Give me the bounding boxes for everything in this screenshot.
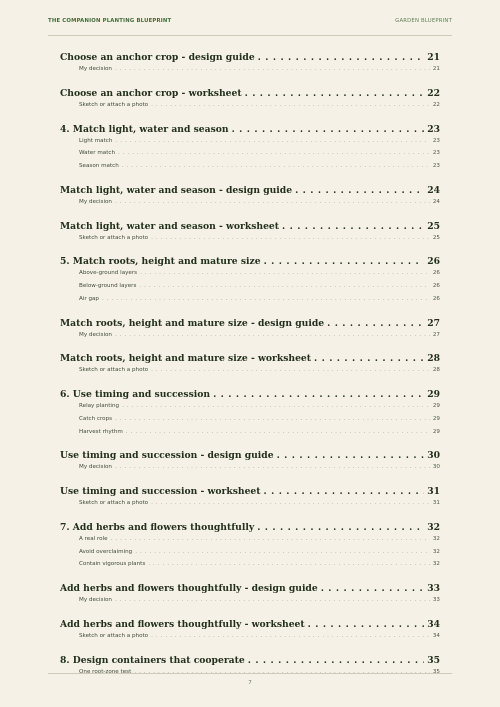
toc-subentry-title: Sketch or attach a photo [79,101,149,108]
toc-entry-page: 29 [427,389,440,400]
toc-section [60,124,440,176]
dot-leader [264,256,425,267]
dot-leader [264,486,425,497]
toc-subentry-title: My decision [79,464,112,471]
dot-leader [258,52,425,63]
toc-subentry-title: Sketch or attach a photo [79,632,149,639]
toc-section [60,583,440,610]
toc-entry-page: 22 [427,87,440,99]
toc-subentry[interactable] [60,199,440,212]
dot-leader [314,353,424,364]
dot-leader [115,597,430,603]
dot-leader [126,429,430,435]
toc-subentry[interactable] [60,500,440,513]
toc-entry-title: 8. Design containers that cooperate [60,654,245,666]
toc-entry-title: Add herbs and flowers thoughtfully - design guide [60,583,318,594]
toc-subentry[interactable] [60,66,440,79]
dot-leader [151,500,430,506]
dot-leader [115,138,429,144]
toc-entry-page: 24 [427,184,440,196]
toc-subentry[interactable] [60,102,440,115]
toc-section [60,389,440,441]
toc-subentry[interactable] [60,270,440,283]
toc-section [60,522,440,574]
dot-leader [277,450,425,461]
toc-subentry-page: 30 [432,464,440,471]
dot-leader [308,619,425,630]
toc-subentry[interactable] [60,561,440,574]
toc-subentry-title: Avoid overclaiming [79,548,133,555]
toc-subentry-title: Season match [79,163,119,169]
toc-subentry[interactable] [60,283,440,296]
toc-entry[interactable] [60,52,440,66]
toc-entry-page: 23 [427,123,440,135]
toc-subentry[interactable] [60,138,440,151]
toc-entry-page: 33 [427,583,440,594]
dot-leader [151,367,430,373]
toc-entry-page: 34 [427,618,440,630]
toc-subentry-page: 23 [432,163,440,169]
toc-subentry[interactable] [60,549,440,562]
toc-subentry-title: Harvest rhythm [79,428,123,435]
toc-entry-title: Match roots, height and mature size - worksheet [60,353,312,365]
toc-subentry-title: My decision [79,66,112,72]
toc-entry[interactable] [60,619,440,633]
toc-subentry[interactable] [60,633,440,646]
toc-section [60,88,440,115]
dot-leader [139,283,430,289]
toc-entry-title: 4. Match light, water and season [60,123,229,135]
toc-subentry-page: 34 [432,632,440,639]
dot-leader [118,150,430,156]
table-of-contents [60,52,440,690]
toc-entry-title: 5. Match roots, height and mature size [60,256,261,268]
toc-subentry-title: My decision [79,331,112,338]
toc-subentry[interactable] [60,536,440,549]
dot-leader [282,221,424,232]
page-number: 7 [248,680,252,686]
toc-subentry-page: 27 [432,331,440,338]
toc-subentry[interactable] [60,403,440,416]
toc-subentry-page: 23 [432,137,440,144]
toc-subentry[interactable] [60,163,440,176]
toc-entry[interactable] [60,185,440,199]
toc-subentry-page: 32 [432,548,440,555]
toc-subentry-page: 28 [432,367,440,374]
toc-subentry-title: A real role [79,535,108,542]
toc-entry[interactable] [60,486,440,500]
toc-entry[interactable] [60,256,440,270]
dot-leader [151,102,430,108]
toc-entry[interactable] [60,353,440,367]
dot-leader [295,185,424,196]
dot-leader [248,655,424,666]
toc-subentry-title: Above-ground layers [79,270,138,277]
toc-section [60,619,440,646]
dot-leader [257,522,424,533]
toc-subentry-title: Catch crops [79,415,113,422]
toc-entry[interactable] [60,124,440,138]
toc-entry-title: 7. Add herbs and flowers thoughtfully [60,521,255,533]
toc-subentry-page: 26 [432,295,440,302]
dot-leader [321,583,425,594]
dot-leader [115,464,430,470]
toc-entry[interactable] [60,389,440,403]
dot-leader [327,318,424,329]
toc-entry-title: Match roots, height and mature size - design guide [60,317,325,329]
toc-subentry[interactable] [60,464,440,477]
toc-entry-page: 25 [427,220,440,232]
toc-entry-title: Match light, water and season - design guide [60,184,293,196]
toc-subentry-page: 31 [432,500,440,506]
dot-leader [115,416,430,422]
dot-leader [115,66,430,72]
toc-section [60,486,440,513]
toc-subentry[interactable] [60,296,440,309]
toc-subentry-page: 21 [432,66,440,72]
toc-entry-page: 31 [427,486,440,497]
toc-subentry[interactable] [60,332,440,345]
toc-section [60,353,440,380]
toc-entry[interactable] [60,450,440,464]
toc-subentry[interactable] [60,150,440,163]
toc-entry-title: Use timing and succession - worksheet [60,486,261,497]
series-title: GARDEN BLUEPRINT [395,18,452,24]
dot-leader [122,163,430,169]
toc-subentry-page: 24 [432,198,440,205]
toc-subentry[interactable] [60,416,440,429]
toc-subentry-page: 29 [432,403,440,409]
toc-entry-page: 32 [427,521,440,533]
toc-subentry-title: Sketch or attach a photo [79,367,149,374]
dot-leader [232,124,425,135]
toc-section [60,256,440,308]
toc-subentry-title: My decision [79,597,112,603]
toc-section [60,185,440,212]
toc-entry-title: Choose an anchor crop - design guide [60,52,255,63]
toc-section [60,221,440,248]
dot-leader [151,633,430,639]
toc-subentry-page: 29 [432,415,440,422]
toc-entry-page: 27 [427,317,440,329]
toc-subentry-page: 32 [432,535,440,542]
toc-subentry[interactable] [60,367,440,380]
toc-subentry-title: Sketch or attach a photo [79,234,149,241]
toc-subentry[interactable] [60,597,440,610]
dot-leader [115,332,430,338]
toc-subentry-page: 23 [432,150,440,157]
toc-subentry[interactable] [60,235,440,248]
running-header [48,18,452,36]
toc-subentry-title: Light match [79,137,113,144]
toc-subentry-page: 26 [432,283,440,289]
toc-entry[interactable] [60,583,440,597]
toc-subentry-page: 32 [432,561,440,568]
toc-entry-page: 30 [427,450,440,462]
toc-subentry-title: Sketch or attach a photo [79,500,149,506]
toc-section [60,52,440,79]
toc-subentry-page: 29 [432,428,440,435]
toc-entry-page: 35 [427,654,440,666]
toc-subentry-page: 26 [432,270,440,277]
toc-entry-title: Choose an anchor crop - worksheet [60,87,242,99]
dot-leader [135,549,430,555]
toc-entry[interactable] [60,655,440,669]
dot-leader [245,88,425,99]
page-footer [48,673,452,686]
toc-subentry-title: Relay planting [79,403,120,409]
toc-entry-title: Add herbs and flowers thoughtfully - worksheet [60,618,305,630]
toc-entry[interactable] [60,88,440,102]
toc-section [60,318,440,345]
dot-leader [115,199,430,205]
dot-leader [122,403,430,409]
toc-entry-title: Match light, water and season - worksheet [60,220,280,232]
toc-entry-title: Use timing and succession - design guide [60,450,274,462]
book-title: THE COMPANION PLANTING BLUEPRINT [48,18,172,24]
toc-subentry-page: 33 [432,597,440,603]
toc-subentry-page: 22 [432,101,440,108]
toc-subentry-title: One root-zone test [79,668,132,675]
dot-leader [151,235,430,241]
dot-leader [148,561,430,567]
toc-subentry-title: Water match [79,150,116,157]
dot-leader [111,536,430,542]
dot-leader [213,389,424,400]
toc-subentry-page: 35 [432,668,440,675]
toc-subentry-title: Below-ground layers [79,283,137,289]
toc-entry[interactable] [60,318,440,332]
toc-entry-page: 21 [427,52,440,63]
toc-entry-page: 28 [427,353,440,365]
toc-entry[interactable] [60,221,440,235]
toc-entry-page: 26 [427,256,440,268]
dot-leader [140,270,430,276]
toc-subentry-title: Air gap [79,295,99,302]
toc-subentry-page: 25 [432,234,440,241]
toc-entry[interactable] [60,522,440,536]
toc-subentry-title: Contain vigorous plants [79,561,146,568]
toc-subentry-title: My decision [79,198,112,205]
toc-subentry[interactable] [60,429,440,442]
toc-entry-title: 6. Use timing and succession [60,389,211,400]
dot-leader [102,296,430,302]
toc-section [60,450,440,477]
